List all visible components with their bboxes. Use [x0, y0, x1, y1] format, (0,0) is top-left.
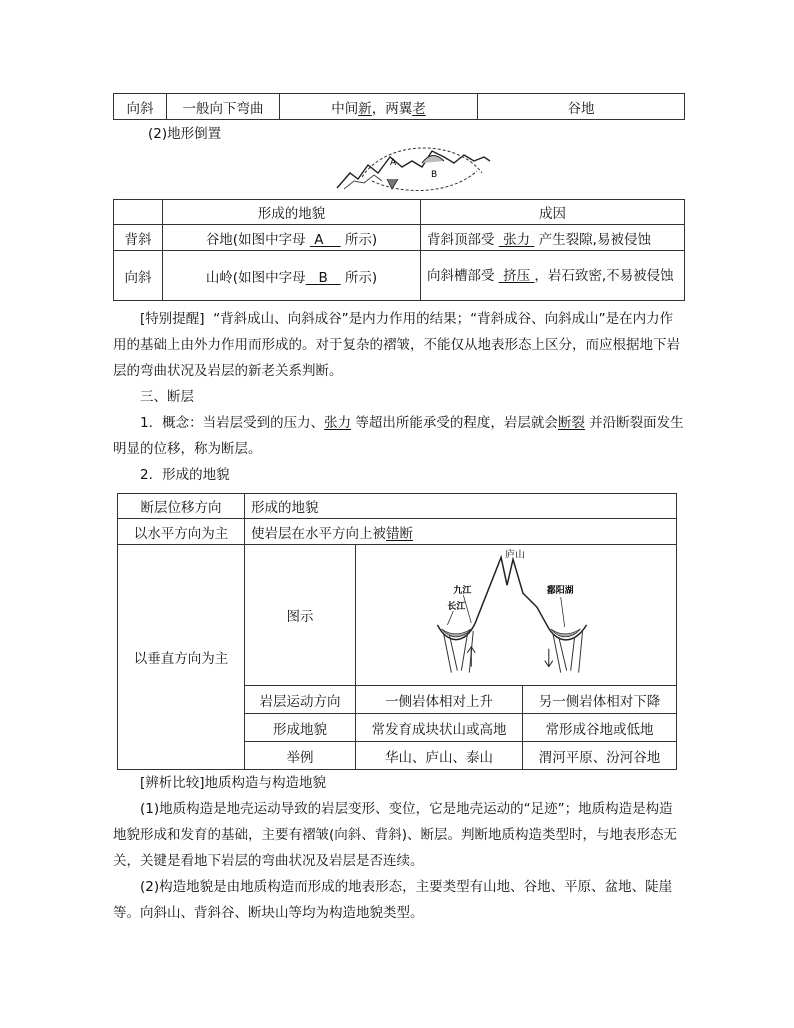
- fault-header-direction: 断层位移方向: [118, 494, 245, 519]
- label-lushan: 庐山: [505, 549, 525, 561]
- inversion-row-cause: 背斜顶部受 张力 产生裂隙,易被侵蚀: [421, 225, 685, 251]
- fill-tension: 张力: [503, 231, 531, 248]
- inversion-header-cause: 成因: [421, 200, 685, 225]
- top-row-table: [113, 93, 685, 120]
- top-row-age: 中间新，两翼老: [280, 94, 478, 120]
- fault-diagram-label: 图示: [245, 545, 356, 686]
- top-row-name: 向斜: [114, 94, 167, 120]
- diagram-label-a: A: [390, 158, 397, 168]
- fault-row-up: 常发育成块状山或高地: [356, 714, 523, 742]
- fill-fracture: 断裂: [557, 415, 585, 431]
- special-tip: [113, 306, 685, 384]
- top-row-landform: 谷地: [478, 94, 685, 120]
- fill-compression: 挤压: [503, 267, 531, 284]
- inversion-header-landform: 形成的地貌: [163, 200, 421, 225]
- tip-text: “背斜成山、向斜成谷”是内力作用的结果；“背斜成谷、向斜成山”是在内力作用的基础上由外力作用而形成的。对于复杂的褶皱，不能仅从地表形态上区分，而应根据地下岩层的弯曲状况及岩层的新老关系判断。: [113, 311, 680, 379]
- compare-paragraph-1: (1)地质构造是地壳运动导致的岩层变形、变位，它是地壳运动的“足迹”；地质构造是构造地貌形成和发育的基础，主要有褶皱(向斜、背斜)、断层。判断地质构造类型时，与地表形态无关，关键是看地下岩层的弯曲状况及岩层是否连续。: [113, 801, 678, 869]
- inversion-row-landform: 谷地(如图中字母 A 所示): [163, 225, 421, 251]
- fault-row-label: 形成地貌: [245, 714, 356, 742]
- fault-row-label: 岩层运动方向: [245, 686, 356, 714]
- fault-diagram-cell: [356, 545, 677, 686]
- compare-label: [辨析比较]地质构造与构造地貌: [140, 775, 327, 791]
- fault-table: [117, 493, 677, 770]
- compare-paragraph-2: (2)构造地貌是由地质构造而形成的地表形态，主要类型有山地、谷地、平原、盆地、陡崖等。向斜山、背斜谷、断块山等均为构造地貌类型。: [113, 879, 673, 921]
- fault-row-label: 举例: [245, 742, 356, 770]
- fault-row-down: 常形成谷地或低地: [523, 714, 677, 742]
- fault-heading: 三、断层: [140, 389, 194, 405]
- label-changjiang: 长江: [447, 602, 466, 613]
- fill-new: 新: [358, 100, 372, 117]
- tip-label: [特别提醒]: [140, 311, 205, 327]
- fill-tension-2: 张力: [324, 415, 352, 431]
- fault-row-up: 一侧岩体相对上升: [356, 686, 523, 714]
- fault-horizontal-landform: 使岩层在水平方向上被错断: [245, 519, 677, 545]
- fault-row-down: 另一侧岩体相对下降: [523, 686, 677, 714]
- fill-old: 老: [412, 100, 426, 117]
- label-jiujiang: 九江: [453, 586, 472, 597]
- inversion-heading: (2)地形倒置: [148, 126, 222, 142]
- fault-header-landform: 形成的地貌: [245, 494, 677, 519]
- inversion-row-cause: 向斜槽部受 挤压 ，岩石致密,不易被侵蚀: [421, 251, 685, 301]
- fill-offset: 错断: [386, 525, 413, 542]
- fault-row-up: 华山、庐山、泰山: [356, 742, 523, 770]
- fault-landform-heading: 2．形成的地貌: [140, 467, 230, 483]
- fill-a: A: [314, 231, 324, 248]
- terrain-inversion-diagram: [332, 143, 492, 193]
- top-row-shape: 一般向下弯曲: [167, 94, 280, 120]
- inversion-row-name: 向斜: [114, 251, 163, 301]
- label-poyang: 鄱阳湖: [546, 586, 574, 597]
- fault-row-down: 渭河平原、汾河谷地: [523, 742, 677, 770]
- fill-b: B: [318, 269, 328, 286]
- inversion-row-name: 背斜: [114, 225, 163, 251]
- fault-vertical-label: 以垂直方向为主: [118, 545, 245, 770]
- inversion-row-landform: 山岭(如图中字母 B 所示): [163, 251, 421, 301]
- fault-horizontal-label: 以水平方向为主: [118, 519, 245, 545]
- inversion-table: [113, 199, 685, 301]
- diagram-label-b: B: [431, 170, 438, 180]
- fault-concept: 1．概念：当岩层受到的压力、张力 等超出所能承受的程度，岩层就会断裂 并沿断裂面发生明显的位移，称为断层。: [113, 415, 684, 457]
- fault-block-diagram: [356, 545, 676, 681]
